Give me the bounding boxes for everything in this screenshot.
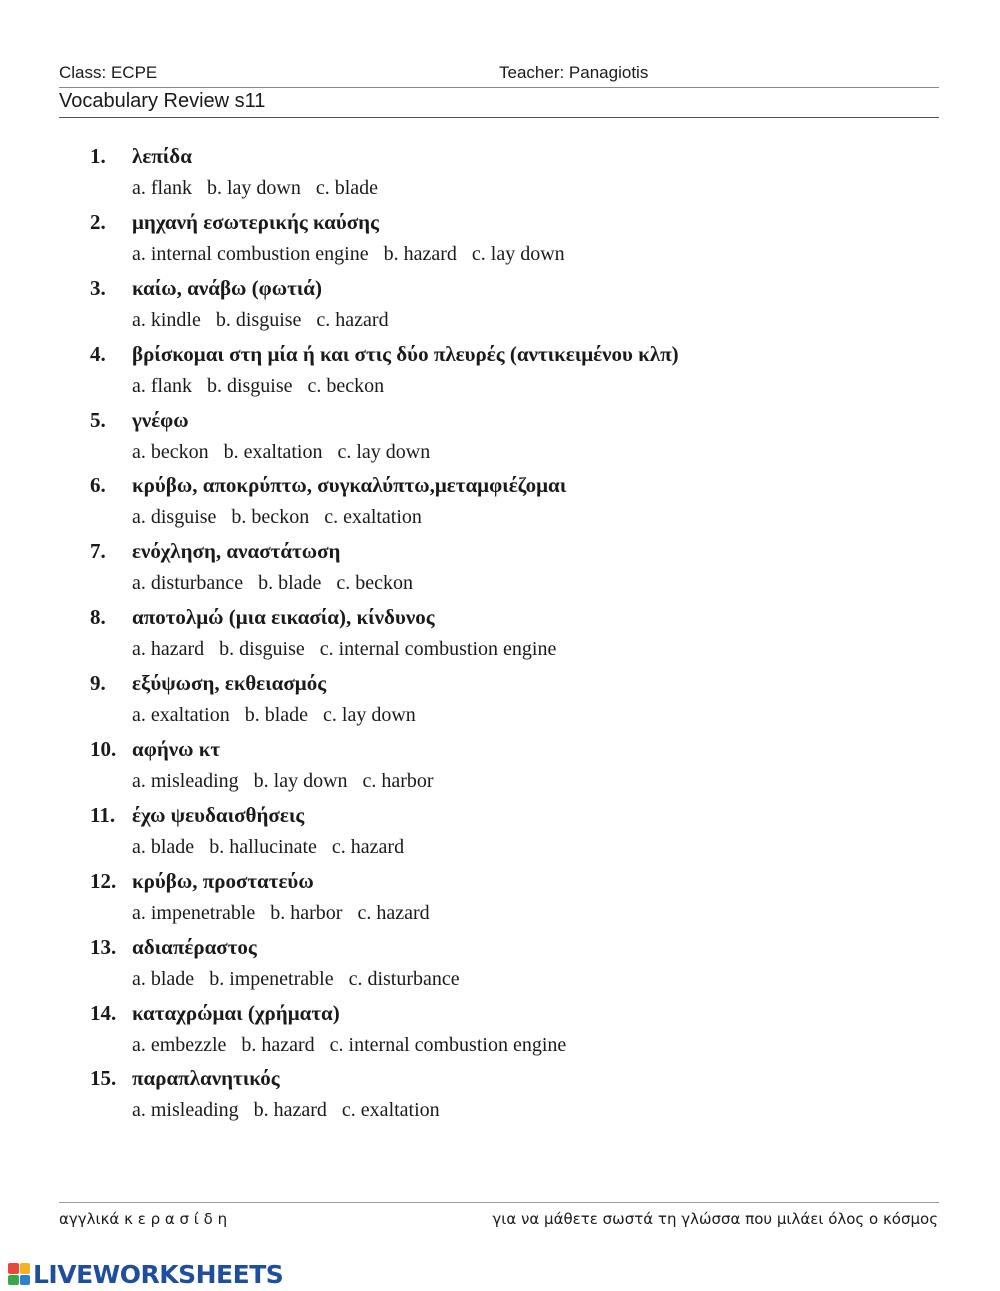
brand-name: LIVEWORKSHEETS xyxy=(33,1259,284,1289)
answer-options[interactable]: a. beckon b. exaltation c. lay down xyxy=(132,440,431,463)
footer-left-text: αγγλικά κ ε ρ α σ ί δ η xyxy=(59,1210,228,1228)
question-prompt: παραπλανητικός xyxy=(132,1066,280,1091)
question-item xyxy=(90,1001,950,1067)
logo-square xyxy=(8,1263,19,1274)
question-number: 12. xyxy=(90,868,117,893)
answer-options[interactable]: a. hazard b. disguise c. internal combustion engine xyxy=(132,638,557,661)
question-number: 5. xyxy=(90,407,106,432)
question-item xyxy=(90,605,950,671)
question-prompt: εξύψωση, εκθειασμός xyxy=(132,671,327,696)
footer-right-text: για να μάθετε σωστά τη γλώσσα που μιλάει όλος ο κόσμος xyxy=(492,1210,938,1228)
question-number: 10. xyxy=(90,737,117,762)
answer-options[interactable]: a. disturbance b. blade c. beckon xyxy=(132,572,414,595)
liveworksheets-brand[interactable] xyxy=(8,1259,283,1289)
answer-options[interactable]: a. kindle b. disguise c. hazard xyxy=(132,308,389,331)
title-divider xyxy=(59,117,939,118)
worksheet-title: Vocabulary Review s11 xyxy=(59,90,266,112)
class-label: Class: ECPE xyxy=(59,63,158,82)
liveworksheets-logo-icon xyxy=(8,1263,30,1285)
question-prompt: αδιαπέραστος xyxy=(132,934,257,959)
answer-options[interactable]: a. flank b. lay down c. blade xyxy=(132,177,379,199)
question-item xyxy=(90,276,950,342)
header-divider xyxy=(59,87,939,88)
question-prompt: κρύβω, προστατεύω xyxy=(132,868,314,893)
question-item xyxy=(90,539,950,605)
logo-square xyxy=(8,1275,19,1286)
question-item xyxy=(90,935,950,1001)
question-number: 11. xyxy=(90,802,116,827)
question-prompt: έχω ψευδαισθήσεις xyxy=(132,802,305,827)
question-prompt: καταχρώμαι (χρήματα) xyxy=(132,1000,340,1025)
answer-options[interactable]: a. blade b. impenetrable c. disturbance xyxy=(132,967,460,990)
question-prompt: λεπίδα xyxy=(132,144,192,168)
logo-square xyxy=(20,1275,31,1286)
question-number: 9. xyxy=(90,671,106,696)
question-number: 7. xyxy=(90,539,106,564)
question-prompt: μηχανή εσωτερικής καύσης xyxy=(132,209,379,234)
question-prompt: αφήνω κτ xyxy=(132,737,221,762)
question-item xyxy=(90,671,950,737)
question-item xyxy=(90,408,950,474)
question-number: 15. xyxy=(90,1066,117,1091)
header-row xyxy=(59,63,939,85)
question-number: 8. xyxy=(90,605,106,630)
answer-options[interactable]: a. internal combustion engine b. hazard c. lay down xyxy=(132,242,565,265)
question-prompt: αποτολμώ (μια εικασία), κίνδυνος xyxy=(132,605,435,630)
question-prompt: βρίσκομαι στη μία ή και στις δύο πλευρές (αντικειμένου κλπ) xyxy=(132,341,679,366)
question-item xyxy=(90,1066,950,1132)
question-number: 6. xyxy=(90,473,106,498)
question-item xyxy=(90,869,950,935)
answer-options[interactable]: a. disguise b. beckon c. exaltation xyxy=(132,506,422,529)
question-item xyxy=(90,342,950,408)
question-item xyxy=(90,737,950,803)
answer-options[interactable]: a. impenetrable b. harbor c. hazard xyxy=(132,901,430,924)
footer-divider xyxy=(59,1202,939,1203)
answer-options[interactable]: a. blade b. hallucinate c. hazard xyxy=(132,835,405,858)
answer-options[interactable]: a. misleading b. lay down c. harbor xyxy=(132,770,434,793)
question-prompt: καίω, ανάβω (φωτιά) xyxy=(132,275,322,300)
question-list xyxy=(90,144,950,1132)
question-number: 1. xyxy=(90,144,106,168)
question-item xyxy=(90,210,950,276)
question-number: 14. xyxy=(90,1000,117,1025)
answer-options[interactable]: a. misleading b. hazard c. exaltation xyxy=(132,1099,440,1122)
question-item xyxy=(90,803,950,869)
question-number: 4. xyxy=(90,341,106,366)
question-prompt: γνέφω xyxy=(132,407,189,432)
answer-options[interactable]: a. flank b. disguise c. beckon xyxy=(132,374,385,397)
logo-square xyxy=(20,1263,31,1274)
question-number: 13. xyxy=(90,934,117,959)
question-number: 2. xyxy=(90,209,106,234)
question-prompt: κρύβω, αποκρύπτω, συγκαλύπτω,μεταμφιέζομαι xyxy=(132,473,567,498)
question-prompt: ενόχληση, αναστάτωση xyxy=(132,539,341,564)
question-number: 3. xyxy=(90,275,106,300)
teacher-label: Teacher: Panagiotis xyxy=(499,63,649,82)
answer-options[interactable]: a. exaltation b. blade c. lay down xyxy=(132,704,416,727)
question-item xyxy=(90,473,950,539)
answer-options[interactable]: a. embezzle b. hazard c. internal combustion engine xyxy=(132,1033,567,1056)
question-item xyxy=(90,144,950,210)
